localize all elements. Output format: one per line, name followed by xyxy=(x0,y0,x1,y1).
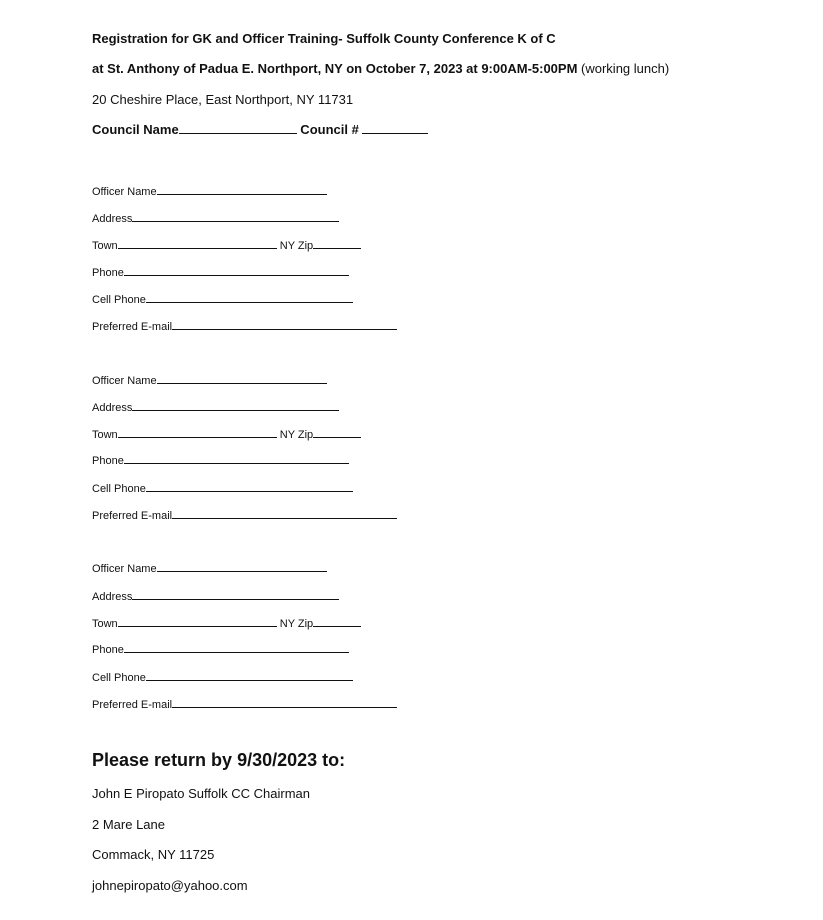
state-zip-label: NY Zip xyxy=(276,618,314,630)
phone-row xyxy=(92,641,349,655)
phone-label: Phone xyxy=(92,455,124,467)
form-title: Registration for GK and Officer Training- Suffolk County Conference K of C xyxy=(92,31,556,46)
town-field[interactable] xyxy=(118,615,277,627)
address-row xyxy=(92,399,339,413)
address-field[interactable] xyxy=(132,399,339,411)
officer-name-label: Officer Name xyxy=(92,563,157,575)
town-row xyxy=(92,237,361,251)
phone-field[interactable] xyxy=(124,641,349,653)
town-row xyxy=(92,426,361,440)
phone-field[interactable] xyxy=(124,452,349,464)
address-field[interactable] xyxy=(132,588,339,600)
email-row xyxy=(92,696,397,710)
officer-name-label: Officer Name xyxy=(92,375,157,387)
address-label: Address xyxy=(92,213,133,225)
officer-name-row xyxy=(92,183,327,197)
email-label: Preferred E-mail xyxy=(92,321,173,333)
town-label: Town xyxy=(92,429,118,441)
event-address: 20 Cheshire Place, East Northport, NY 11731 xyxy=(92,92,354,107)
email-field[interactable] xyxy=(172,696,397,708)
return-name: John E Piropato Suffolk CC Chairman xyxy=(92,786,310,801)
phone-label: Phone xyxy=(92,267,124,279)
officer-name-row xyxy=(92,372,327,386)
officer-name-field[interactable] xyxy=(157,372,327,384)
officer-name-row xyxy=(92,560,327,574)
phone-row xyxy=(92,264,349,278)
council-row xyxy=(92,122,428,138)
zip-field[interactable] xyxy=(313,615,361,627)
zip-field[interactable] xyxy=(313,426,361,438)
officer-name-field[interactable] xyxy=(157,183,327,195)
cell-phone-row xyxy=(92,291,353,305)
council-name-label: Council Name xyxy=(92,122,179,137)
return-street: 2 Mare Lane xyxy=(92,817,165,832)
council-name-field[interactable] xyxy=(179,122,297,134)
town-label: Town xyxy=(92,618,118,630)
phone-label: Phone xyxy=(92,644,124,656)
event-details-bold: at St. Anthony of Padua E. Northport, NY on October 7, 2023 at 9:00AM-5:00PM xyxy=(92,61,578,76)
email-row xyxy=(92,318,397,332)
council-number-label: Council # xyxy=(296,122,363,137)
return-city: Commack, NY 11725 xyxy=(92,847,215,862)
email-row xyxy=(92,507,397,521)
cell-phone-label: Cell Phone xyxy=(92,672,146,684)
zip-field[interactable] xyxy=(313,237,361,249)
email-field[interactable] xyxy=(172,507,397,519)
town-row xyxy=(92,615,361,629)
event-details xyxy=(92,61,669,77)
town-field[interactable] xyxy=(118,426,277,438)
town-field[interactable] xyxy=(118,237,277,249)
cell-phone-row xyxy=(92,480,353,494)
cell-phone-field[interactable] xyxy=(146,669,353,681)
phone-field[interactable] xyxy=(124,264,349,276)
cell-phone-label: Cell Phone xyxy=(92,294,146,306)
address-field[interactable] xyxy=(132,210,339,222)
phone-row xyxy=(92,452,349,466)
state-zip-label: NY Zip xyxy=(276,429,314,441)
address-label: Address xyxy=(92,402,133,414)
address-row xyxy=(92,210,339,224)
email-label: Preferred E-mail xyxy=(92,699,173,711)
town-label: Town xyxy=(92,240,118,252)
email-field[interactable] xyxy=(172,318,397,330)
officer-name-field[interactable] xyxy=(157,560,327,572)
event-details-note: (working lunch) xyxy=(577,61,670,76)
email-label: Preferred E-mail xyxy=(92,510,173,522)
cell-phone-label: Cell Phone xyxy=(92,483,146,495)
officer-name-label: Officer Name xyxy=(92,186,157,198)
cell-phone-row xyxy=(92,669,353,683)
cell-phone-field[interactable] xyxy=(146,480,353,492)
return-heading: Please return by 9/30/2023 to: xyxy=(92,750,346,770)
address-row xyxy=(92,588,339,602)
cell-phone-field[interactable] xyxy=(146,291,353,303)
address-label: Address xyxy=(92,591,133,603)
state-zip-label: NY Zip xyxy=(276,240,314,252)
return-email: johnepiropato@yahoo.com xyxy=(92,878,248,893)
council-number-field[interactable] xyxy=(362,122,428,134)
